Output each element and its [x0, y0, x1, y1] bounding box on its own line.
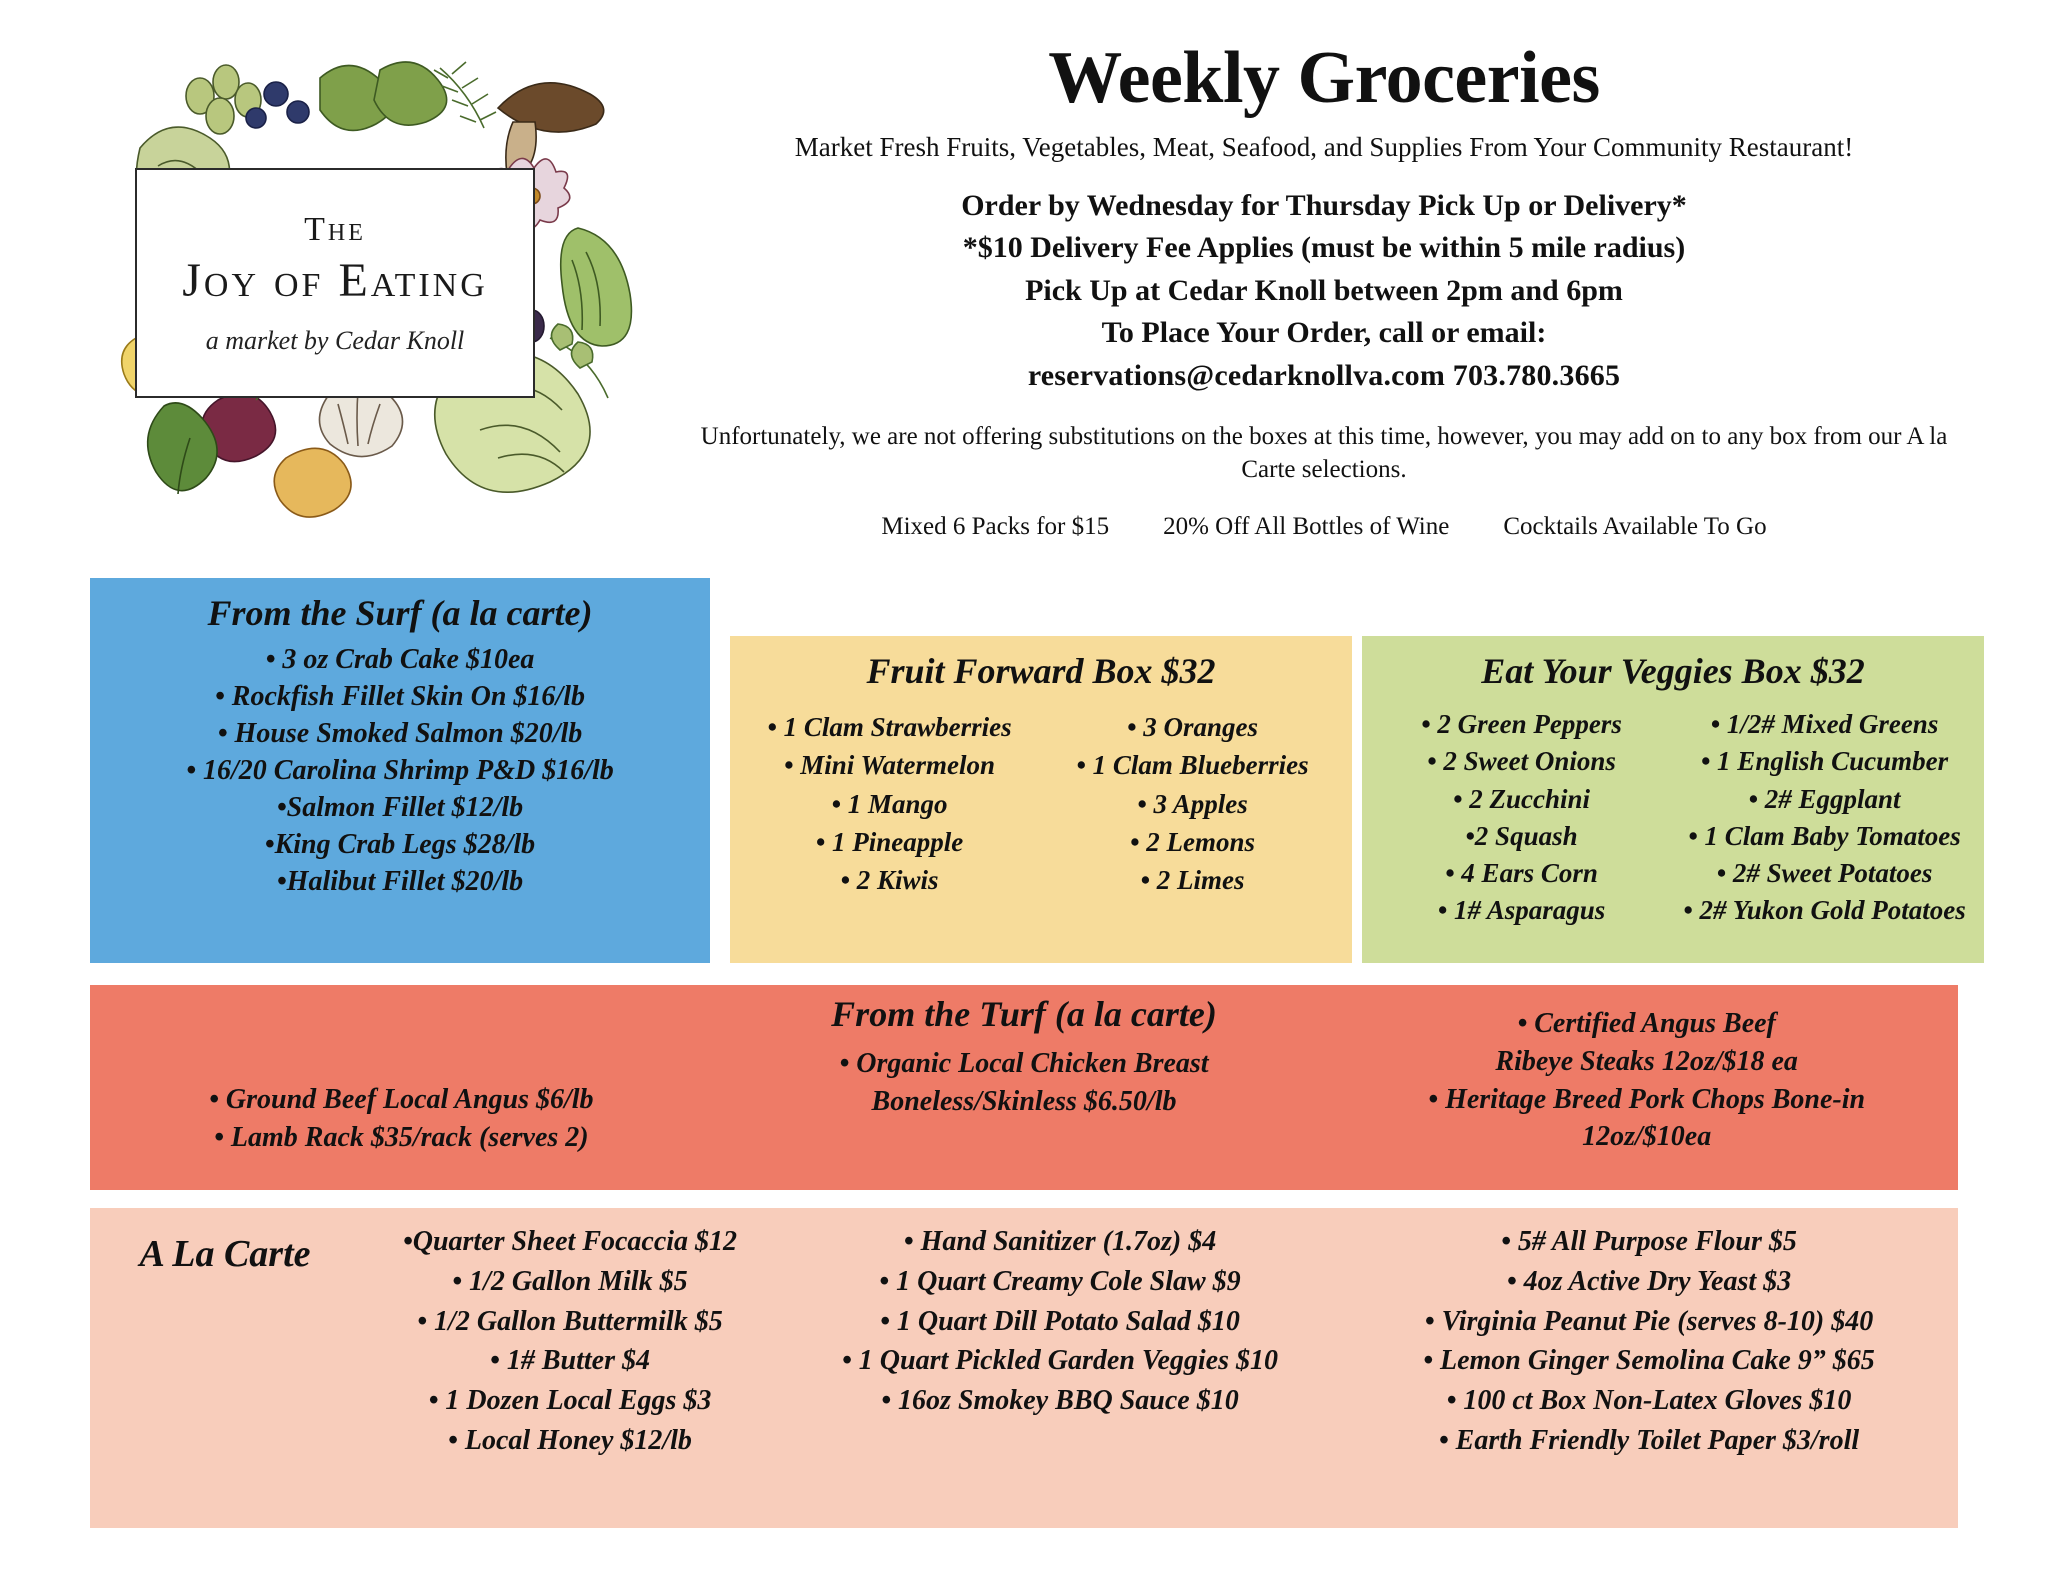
- surf-item: •King Crab Legs $28/lb: [264, 828, 536, 860]
- surf-item: •Salmon Fillet $12/lb: [276, 791, 524, 823]
- logo-the-text: The: [304, 210, 366, 248]
- fruit-box-title: Fruit Forward Box $32: [866, 651, 1216, 691]
- fruit-box-item: • 1 Mango: [831, 788, 948, 819]
- surf-item: •Halibut Fillet $20/lb: [276, 865, 524, 897]
- boxes-panels-wrapper: [90, 578, 1966, 978]
- surf-item-list: [100, 642, 700, 901]
- veggie-box-columns: [1370, 706, 1976, 930]
- logo-tagline-text: a market by Cedar Knoll: [205, 325, 465, 355]
- a-la-carte-item: • 16oz Smokey BBQ Sauce $10: [881, 1385, 1239, 1416]
- order-line-2: *$10 Delivery Fee Applies (must be within 5 mile radius): [962, 231, 1686, 265]
- a-la-carte-list-3: [1340, 1222, 1958, 1461]
- fruit-box-columns: [738, 708, 1344, 900]
- surf-item: • House Smoked Salmon $20/lb: [217, 717, 583, 749]
- veggie-box-title: Eat Your Veggies Box $32: [1481, 651, 1865, 691]
- turf-mid-list: [713, 1045, 1336, 1121]
- logo-name-text: Joy of Eating: [182, 253, 488, 307]
- surf-panel: [90, 578, 710, 963]
- a-la-carte-item: • 1/2 Gallon Milk $5: [452, 1265, 688, 1297]
- fruit-box-item: • 2 Limes: [1140, 865, 1245, 896]
- a-la-carte-column-1: [360, 1222, 780, 1461]
- a-la-carte-panel: [90, 1208, 1958, 1528]
- turf-left-list: [90, 1081, 713, 1157]
- logo-card: [135, 168, 535, 398]
- turf-item: • Ground Beef Local Angus $6/lb: [209, 1084, 594, 1115]
- page-header: [0, 0, 2048, 558]
- fruit-box-item: • 1 Pineapple: [815, 826, 964, 857]
- page-tagline: Market Fresh Fruits, Vegetables, Meat, Seafood, and Supplies From Your Community Restaurant!: [794, 131, 1854, 162]
- turf-left-column: [90, 1037, 713, 1157]
- a-la-carte-label: A La Carte: [139, 1233, 311, 1275]
- turf-item: • Organic Local Chicken Breast: [839, 1048, 1209, 1079]
- veggie-box-panel: [1362, 636, 1984, 963]
- order-line-3: Pick Up at Cedar Knoll between 2pm and 6pm: [1025, 273, 1623, 307]
- surf-title: From the Surf (a la carte): [207, 593, 593, 633]
- turf-item: • Lamb Rack $35/rack (serves 2): [214, 1121, 589, 1153]
- promo-item: 20% Off All Bottles of Wine: [1163, 513, 1450, 541]
- veggie-box-item: • 2# Yukon Gold Potatoes: [1683, 895, 1966, 926]
- a-la-carte-list-2: [780, 1222, 1340, 1421]
- fruit-box-item: • 3 Oranges: [1127, 712, 1258, 742]
- veggie-box-item: • 4 Ears Corn: [1445, 858, 1598, 888]
- a-la-carte-item: • Virginia Peanut Pie (serves 8-10) $40: [1424, 1305, 1874, 1337]
- a-la-carte-item: • 5# All Purpose Flour $5: [1501, 1226, 1797, 1257]
- fruit-box-item: • Mini Watermelon: [784, 750, 995, 781]
- a-la-carte-item: • 1 Dozen Local Eggs $3: [428, 1385, 712, 1416]
- contact-line[interactable]: reservations@cedarknollva.com 703.780.3665: [1027, 359, 1621, 393]
- fruit-box-item: • 1 Clam Strawberries: [767, 712, 1012, 742]
- promo-item: Cocktails Available To Go: [1503, 513, 1767, 541]
- veggie-box-item: • 1/2# Mixed Greens: [1710, 709, 1939, 739]
- a-la-carte-item: • Hand Sanitizer (1.7oz) $4: [903, 1226, 1217, 1257]
- veggie-box-item: • 2# Sweet Potatoes: [1716, 858, 1933, 888]
- a-la-carte-item: • Earth Friendly Toilet Paper $3/roll: [1438, 1424, 1860, 1456]
- veggie-box-item: • 1# Asparagus: [1437, 895, 1606, 926]
- a-la-carte-item: • Local Honey $12/lb: [448, 1424, 692, 1456]
- surf-item: • Rockfish Fillet Skin On $16/lb: [215, 680, 585, 712]
- veggie-box-item: • 2# Eggplant: [1748, 783, 1901, 814]
- a-la-carte-item: • 1/2 Gallon Buttermilk $5: [417, 1305, 723, 1337]
- a-la-carte-item: • 4oz Active Dry Yeast $3: [1506, 1265, 1792, 1297]
- logo-block: [40, 18, 640, 558]
- veggie-box-right-list: [1673, 706, 1976, 930]
- a-la-carte-item: • 1 Quart Dill Potato Salad $10: [880, 1305, 1240, 1337]
- a-la-carte-item: • 1 Quart Creamy Cole Slaw $9: [879, 1265, 1241, 1297]
- header-text-block: [640, 18, 2008, 541]
- order-line-1: Order by Wednesday for Thursday Pick Up or Delivery*: [961, 188, 1687, 222]
- fruit-box-item: • 3 Apples: [1137, 788, 1248, 819]
- veggie-box-item: • 1 Clam Baby Tomatoes: [1688, 820, 1961, 851]
- turf-item: • Certified Angus Beef: [1517, 1008, 1776, 1039]
- promos-row: [640, 513, 2008, 541]
- fruit-box-item: • 2 Lemons: [1130, 826, 1255, 857]
- fruit-box-item: • 1 Clam Blueberries: [1076, 750, 1309, 781]
- turf-title: From the Turf (a la carte): [831, 994, 1217, 1034]
- a-la-carte-columns: [90, 1222, 1958, 1461]
- turf-item: Boneless/Skinless $6.50/lb: [871, 1085, 1177, 1117]
- turf-panel: [90, 985, 1958, 1190]
- veggie-box-item: • 2 Zucchini: [1453, 783, 1590, 814]
- fruit-box-right-list: [1041, 708, 1344, 900]
- veggie-box-item: •2 Squash: [1465, 820, 1578, 851]
- veggie-box-item: • 2 Sweet Onions: [1427, 746, 1616, 777]
- fruit-box-item: • 2 Kiwis: [840, 865, 939, 896]
- turf-right-column: [1335, 1005, 1958, 1156]
- surf-item: • 3 oz Crab Cake $10ea: [265, 644, 535, 675]
- fruit-box-panel: [730, 636, 1352, 963]
- surf-item: • 16/20 Carolina Shrimp P&D $16/lb: [186, 754, 614, 786]
- veggie-box-item: • 1 English Cucumber: [1700, 746, 1949, 777]
- turf-mid-column: [713, 1037, 1336, 1121]
- order-line-4: To Place Your Order, call or email:: [1101, 316, 1547, 350]
- a-la-carte-item: •Quarter Sheet Focaccia $12: [402, 1226, 738, 1257]
- turf-item: Ribeye Steaks 12oz/$18 ea: [1495, 1045, 1798, 1077]
- veggie-box-item: • 2 Green Peppers: [1421, 709, 1622, 739]
- substitution-note: Unfortunately, we are not offering substitutions on the boxes at this time, however, you may add on to any box from our A la Carte selections.: [700, 422, 1948, 484]
- a-la-carte-item: • Lemon Ginger Semolina Cake 9” $65: [1423, 1345, 1875, 1377]
- a-la-carte-column-2: [780, 1222, 1340, 1421]
- turf-item: 12oz/$10ea: [1582, 1121, 1712, 1153]
- a-la-carte-column-3: [1340, 1222, 1958, 1461]
- a-la-carte-item: • 100 ct Box Non-Latex Gloves $10: [1446, 1385, 1852, 1416]
- promo-item: Mixed 6 Packs for $15: [881, 513, 1110, 541]
- a-la-carte-item: • 1 Quart Pickled Garden Veggies $10: [841, 1345, 1278, 1377]
- turf-right-list: [1335, 1005, 1958, 1156]
- turf-item: • Heritage Breed Pork Chops Bone-in: [1428, 1083, 1866, 1115]
- veggie-box-left-list: [1370, 706, 1673, 930]
- page-title: Weekly Groceries: [1048, 37, 1600, 119]
- a-la-carte-list-1: [360, 1222, 780, 1461]
- a-la-carte-item: • 1# Butter $4: [490, 1345, 650, 1377]
- fruit-box-left-list: [738, 708, 1041, 900]
